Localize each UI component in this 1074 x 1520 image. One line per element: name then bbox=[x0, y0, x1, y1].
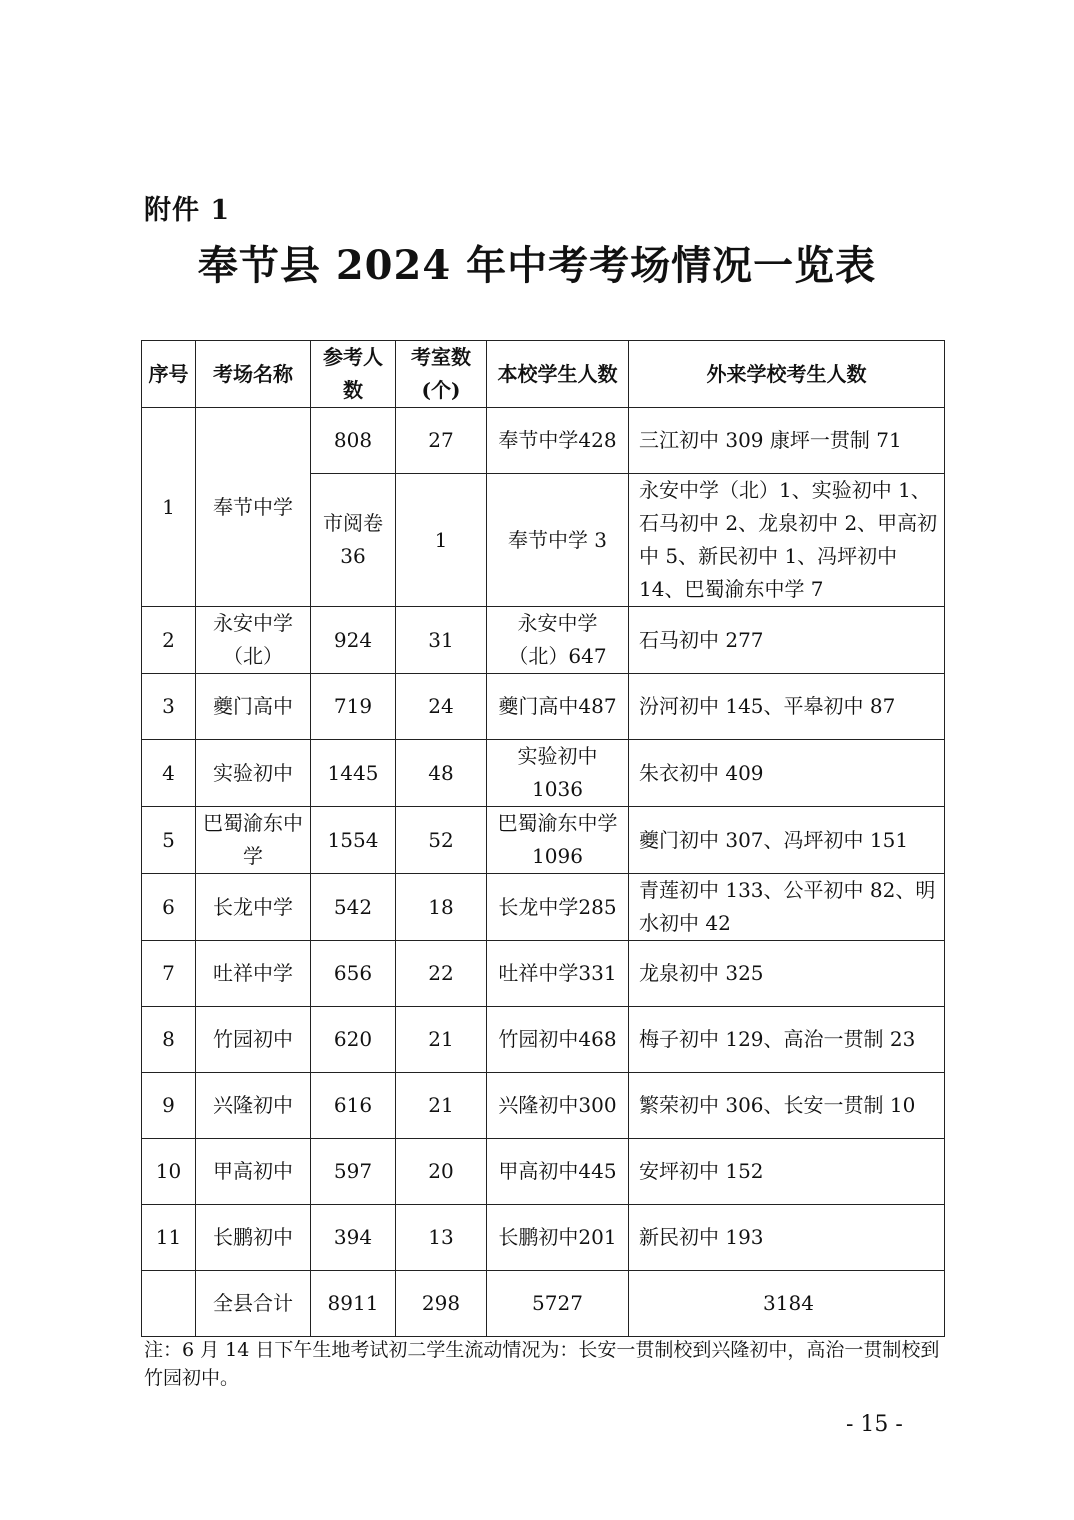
cell-venue: 全县合计 bbox=[196, 1271, 311, 1337]
cell-rooms: 21 bbox=[396, 1073, 487, 1139]
page-number: - 15 - bbox=[846, 1412, 903, 1437]
table-row bbox=[142, 807, 945, 874]
cell-rooms: 13 bbox=[396, 1205, 487, 1271]
cell-venue: 兴隆初中 bbox=[196, 1073, 311, 1139]
cell-seq: 2 bbox=[142, 607, 196, 674]
cell-venue: 巴蜀渝东中学 bbox=[196, 807, 311, 874]
cell-own-students: 长龙中学285 bbox=[487, 874, 629, 941]
cell-external-students: 青莲初中 133、公平初中 82、明水初中 42 bbox=[629, 874, 945, 941]
cell-participants: 市阅卷36 bbox=[311, 474, 396, 607]
cell-external-students: 夔门初中 307、冯坪初中 151 bbox=[629, 807, 945, 874]
cell-external-students: 梅子初中 129、高治一贯制 23 bbox=[629, 1007, 945, 1073]
cell-external-students: 安坪初中 152 bbox=[629, 1139, 945, 1205]
cell-own-students: 夔门高中487 bbox=[487, 674, 629, 740]
cell-own-students: 永安中学（北）647 bbox=[487, 607, 629, 674]
cell-own-students: 竹园初中468 bbox=[487, 1007, 629, 1073]
cell-external-students: 朱衣初中 409 bbox=[629, 740, 945, 807]
cell-rooms: 18 bbox=[396, 874, 487, 941]
cell-participants: 542 bbox=[311, 874, 396, 941]
cell-participants: 1445 bbox=[311, 740, 396, 807]
cell-external-students: 3184 bbox=[629, 1271, 945, 1337]
header-external-students: 外来学校考生人数 bbox=[629, 341, 945, 408]
header-rooms: 考室数(个) bbox=[396, 341, 487, 408]
footnote: 注：6 月 14 日下午生地考试初二学生流动情况为：长安一贯制校到兴隆初中，高治一贯制校到竹园初中。 bbox=[144, 1339, 940, 1389]
exam-venue-table bbox=[141, 340, 945, 1337]
page-title: 奉节县 2024 年中考考场情况一览表 bbox=[197, 242, 877, 289]
cell-rooms: 298 bbox=[396, 1271, 487, 1337]
cell-participants: 808 bbox=[311, 408, 396, 474]
cell-participants: 1554 bbox=[311, 807, 396, 874]
header-participants: 参考人数 bbox=[311, 341, 396, 408]
cell-venue: 永安中学（北） bbox=[196, 607, 311, 674]
total-row bbox=[142, 1271, 945, 1337]
header-venue: 考场名称 bbox=[196, 341, 311, 408]
cell-rooms: 24 bbox=[396, 674, 487, 740]
cell-rooms: 52 bbox=[396, 807, 487, 874]
attachment-label: 附件 1 bbox=[144, 195, 231, 226]
table-row bbox=[142, 1139, 945, 1205]
table-row bbox=[142, 1205, 945, 1271]
table-row bbox=[142, 740, 945, 807]
cell-venue: 长鹏初中 bbox=[196, 1205, 311, 1271]
cell-venue: 奉节中学 bbox=[196, 408, 311, 607]
cell-participants: 394 bbox=[311, 1205, 396, 1271]
cell-external-students: 新民初中 193 bbox=[629, 1205, 945, 1271]
table-row bbox=[142, 408, 945, 474]
cell-seq: 11 bbox=[142, 1205, 196, 1271]
cell-participants: 620 bbox=[311, 1007, 396, 1073]
cell-own-students: 甲高初中445 bbox=[487, 1139, 629, 1205]
cell-rooms: 21 bbox=[396, 1007, 487, 1073]
cell-seq: 4 bbox=[142, 740, 196, 807]
cell-participants: 924 bbox=[311, 607, 396, 674]
cell-external-students: 永安中学（北）1、实验初中 1、石马初中 2、龙泉初中 2、甲高初中 5、新民初中 1、冯坪初中 14、巴蜀渝东中学 7 bbox=[629, 474, 945, 607]
cell-venue: 竹园初中 bbox=[196, 1007, 311, 1073]
cell-external-students: 三江初中 309 康坪一贯制 71 bbox=[629, 408, 945, 474]
cell-venue: 长龙中学 bbox=[196, 874, 311, 941]
cell-external-students: 繁荣初中 306、长安一贯制 10 bbox=[629, 1073, 945, 1139]
table-row bbox=[142, 607, 945, 674]
cell-own-students: 5727 bbox=[487, 1271, 629, 1337]
cell-seq: 10 bbox=[142, 1139, 196, 1205]
table-row bbox=[142, 874, 945, 941]
cell-seq bbox=[142, 1271, 196, 1337]
table-row bbox=[142, 674, 945, 740]
cell-seq: 8 bbox=[142, 1007, 196, 1073]
cell-seq: 5 bbox=[142, 807, 196, 874]
cell-own-students: 长鹏初中201 bbox=[487, 1205, 629, 1271]
cell-own-students: 奉节中学428 bbox=[487, 408, 629, 474]
cell-venue: 夔门高中 bbox=[196, 674, 311, 740]
cell-venue: 实验初中 bbox=[196, 740, 311, 807]
cell-venue: 甲高初中 bbox=[196, 1139, 311, 1205]
cell-own-students: 巴蜀渝东中学 1096 bbox=[487, 807, 629, 874]
cell-participants: 719 bbox=[311, 674, 396, 740]
cell-rooms: 1 bbox=[396, 474, 487, 607]
table-row bbox=[142, 941, 945, 1007]
cell-seq: 9 bbox=[142, 1073, 196, 1139]
cell-participants: 8911 bbox=[311, 1271, 396, 1337]
cell-rooms: 22 bbox=[396, 941, 487, 1007]
table-row bbox=[142, 1007, 945, 1073]
cell-own-students: 吐祥中学331 bbox=[487, 941, 629, 1007]
header-own-students: 本校学生人数 bbox=[487, 341, 629, 408]
cell-own-students: 兴隆初中300 bbox=[487, 1073, 629, 1139]
cell-participants: 656 bbox=[311, 941, 396, 1007]
cell-participants: 616 bbox=[311, 1073, 396, 1139]
table-row bbox=[142, 1073, 945, 1139]
cell-seq: 7 bbox=[142, 941, 196, 1007]
cell-external-students: 汾河初中 145、平皋初中 87 bbox=[629, 674, 945, 740]
cell-own-students: 实验初中1036 bbox=[487, 740, 629, 807]
cell-rooms: 48 bbox=[396, 740, 487, 807]
cell-rooms: 27 bbox=[396, 408, 487, 474]
cell-seq: 1 bbox=[142, 408, 196, 607]
cell-external-students: 龙泉初中 325 bbox=[629, 941, 945, 1007]
cell-seq: 6 bbox=[142, 874, 196, 941]
cell-rooms: 20 bbox=[396, 1139, 487, 1205]
cell-own-students: 奉节中学 3 bbox=[487, 474, 629, 607]
header-row bbox=[142, 341, 945, 408]
cell-venue: 吐祥中学 bbox=[196, 941, 311, 1007]
cell-external-students: 石马初中 277 bbox=[629, 607, 945, 674]
cell-rooms: 31 bbox=[396, 607, 487, 674]
cell-participants: 597 bbox=[311, 1139, 396, 1205]
cell-seq: 3 bbox=[142, 674, 196, 740]
header-seq: 序号 bbox=[142, 341, 196, 408]
